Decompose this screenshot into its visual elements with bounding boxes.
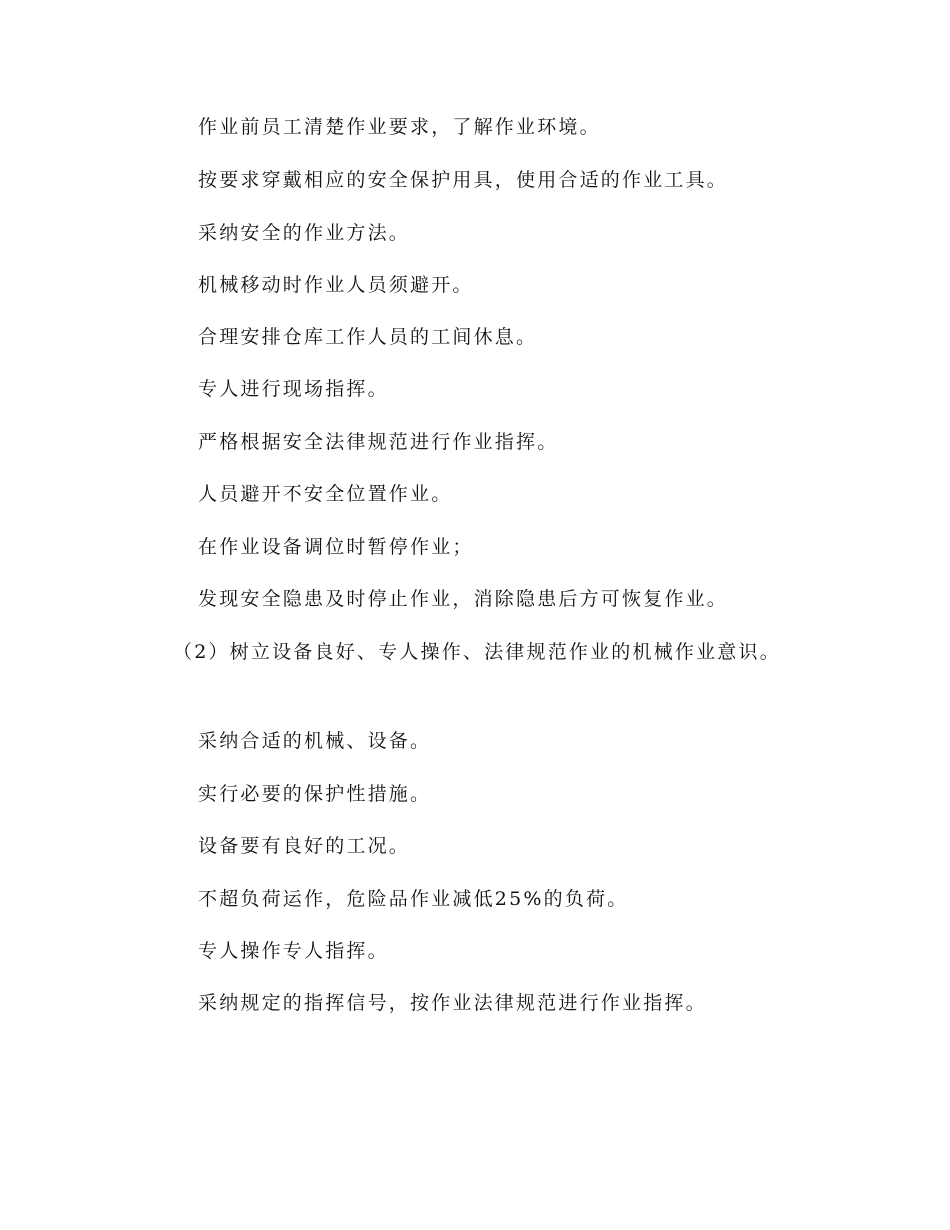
paragraph: 设备要有良好的工况。 [198, 835, 411, 857]
paragraph: 合理安排仓库工作人员的工间休息。 [198, 326, 538, 348]
paragraph: 专人进行现场指挥。 [198, 378, 389, 400]
paragraph: 实行必要的保护性措施。 [198, 783, 432, 805]
paragraph: 按要求穿戴相应的安全保护用具，使用合适的作业工具。 [198, 169, 729, 191]
paragraph: 人员避开不安全位置作业。 [198, 483, 453, 505]
paragraph: 采纳规定的指挥信号，按作业法律规范进行作业指挥。 [198, 992, 707, 1014]
paragraph: 不超负荷运作，危险品作业减低25%的负荷。 [198, 888, 629, 910]
paragraph: 发现安全隐患及时停止作业，消除隐患后方可恢复作业。 [198, 588, 729, 610]
section-paragraph: （2）树立设备良好、专人操作、法律规范作业的机械作业意识。 [173, 641, 781, 663]
paragraph: 采纳安全的作业方法。 [198, 222, 411, 244]
paragraph: 严格根据安全法律规范进行作业指挥。 [198, 431, 559, 453]
paragraph: 作业前员工清楚作业要求，了解作业环境。 [198, 116, 601, 138]
paragraph: 专人操作专人指挥。 [198, 940, 389, 962]
paragraph: 采纳合适的机械、设备。 [198, 730, 432, 752]
paragraph: 机械移动时作业人员须避开。 [198, 274, 474, 296]
paragraph: 在作业设备调位时暂停作业； [198, 536, 474, 558]
